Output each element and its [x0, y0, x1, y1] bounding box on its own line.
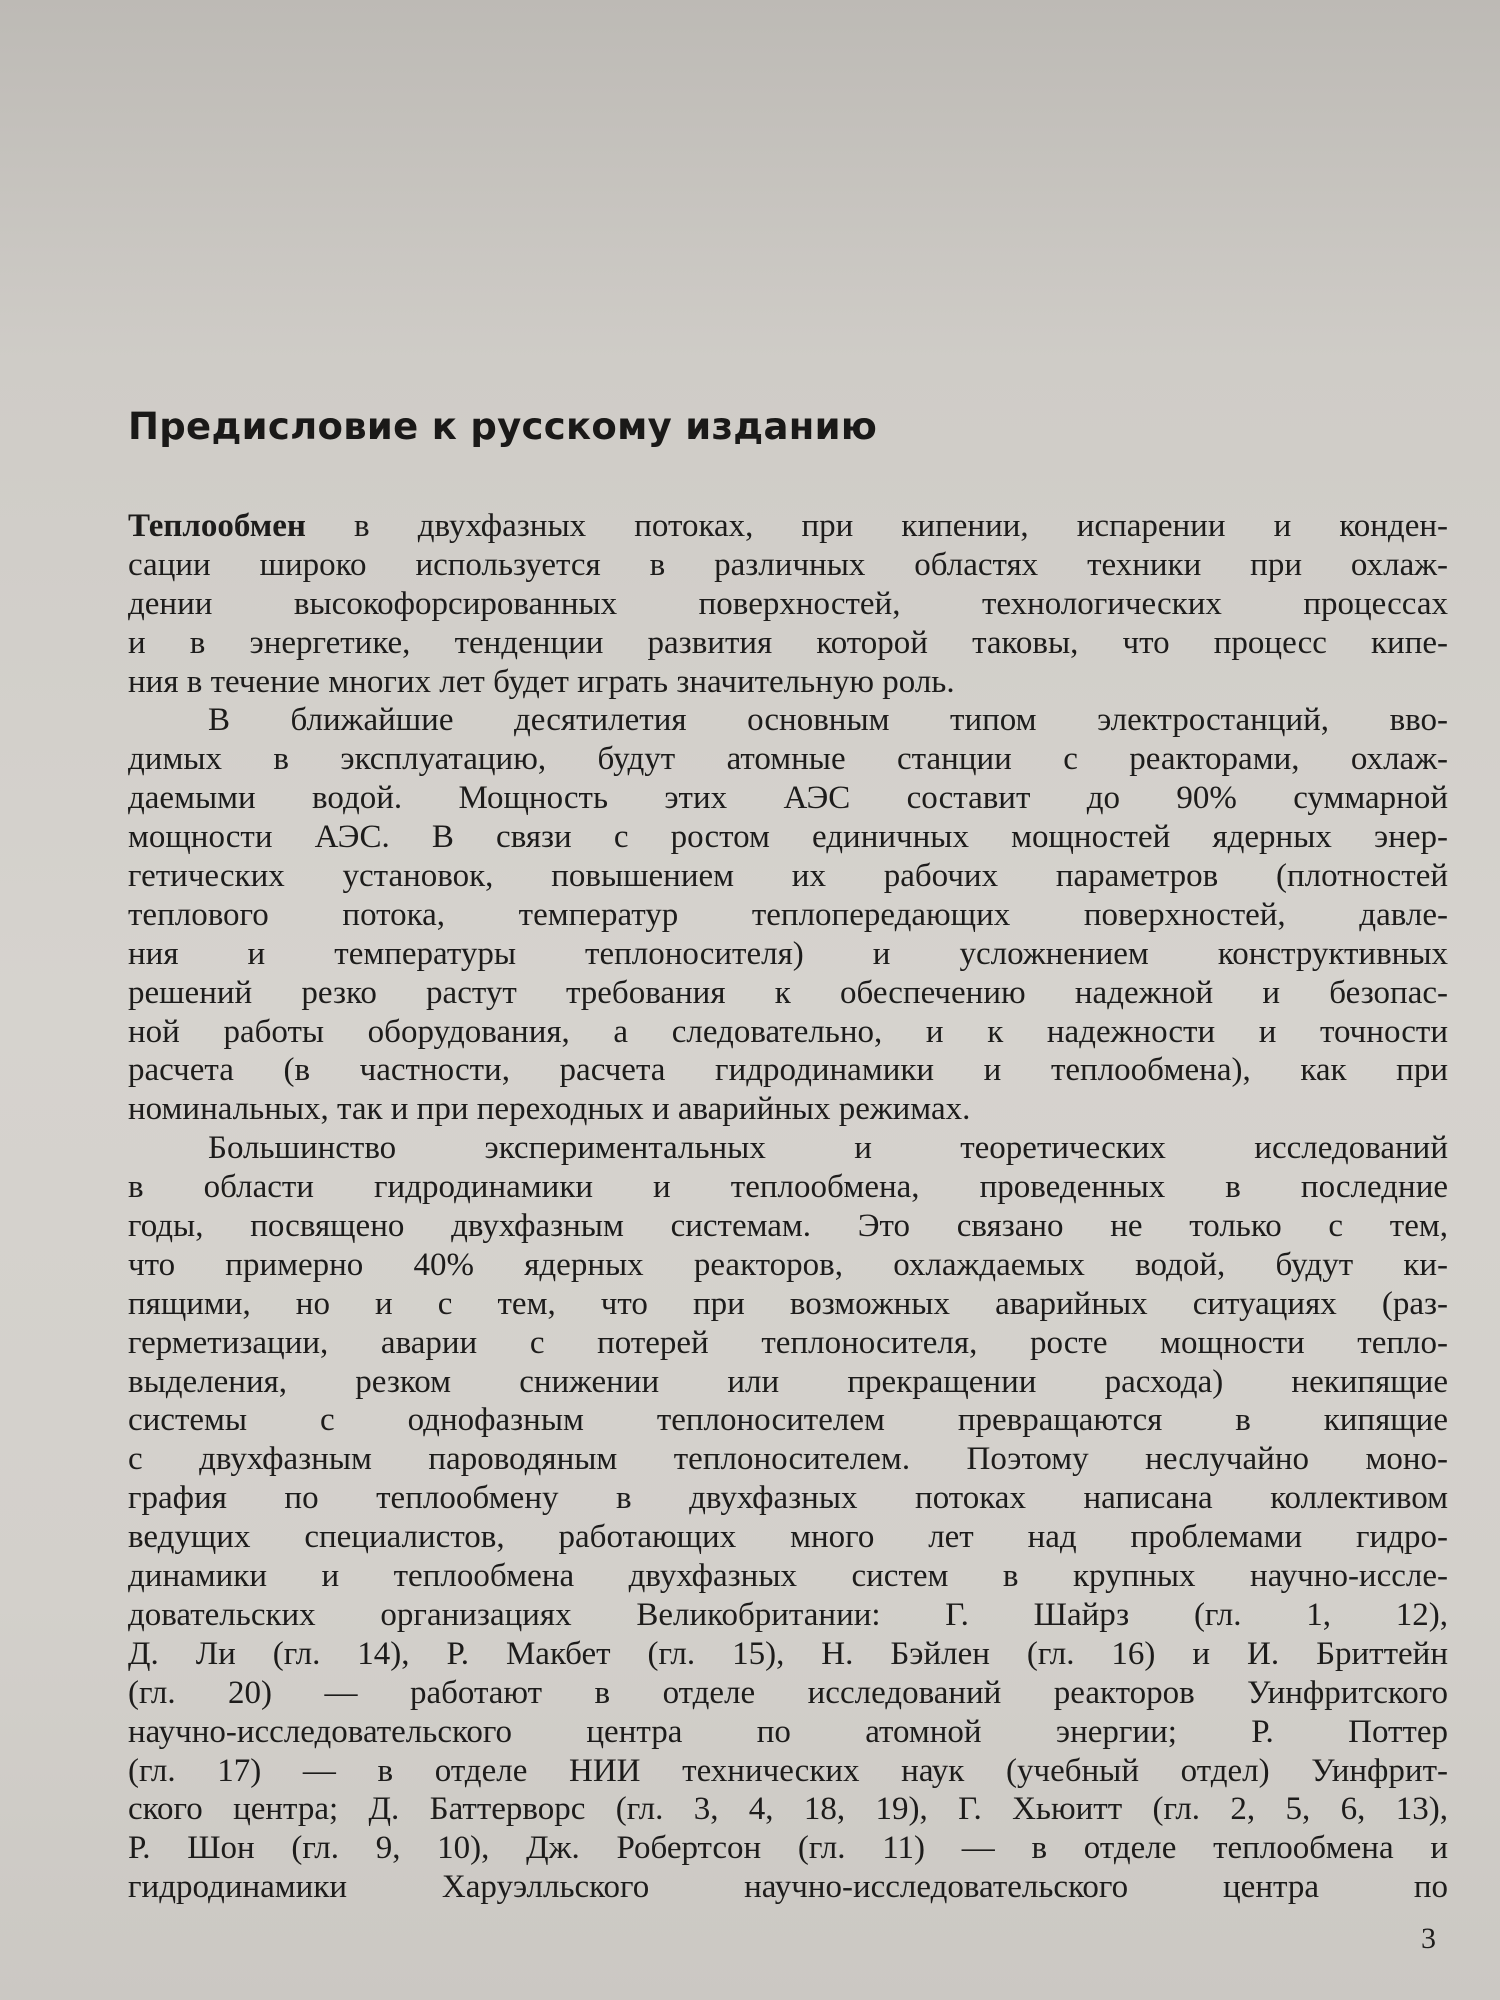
text-line — [128, 935, 1448, 974]
line-text: выделения, резком снижении или прекращении расхода) некипящие — [128, 1363, 1448, 1400]
line-text: мощности АЭС. В связи с ростом единичных мощностей ядерных энер- — [128, 819, 1448, 856]
text-line — [128, 585, 1448, 624]
text-line — [128, 1090, 1448, 1129]
line-text: ния в течение многих лет будет играть значительную роль. — [128, 663, 955, 700]
line-text: Большинство экспериментальных и теоретических исследований — [208, 1130, 1448, 1167]
text-line — [128, 1129, 1448, 1168]
text-line — [128, 1790, 1448, 1829]
line-text: годы, посвящено двухфазным системам. Это связано не только с тем, — [128, 1208, 1448, 1245]
line-text: гетических установок, повышением их рабочих параметров (плотностей — [128, 858, 1448, 895]
text-line — [128, 624, 1448, 663]
line-text: что примерно 40% ядерных реакторов, охлаждаемых водой, будут ки- — [128, 1246, 1448, 1283]
line-text: научно-исследовательского центра по атомной энергии; Р. Поттер — [128, 1713, 1448, 1750]
line-text: Р. Шон (гл. 9, 10), Дж. Робертсон (гл. 11) — в отделе теплообмена и — [128, 1830, 1448, 1867]
line-text: В ближайшие десятилетия основным типом электростанций, вво- — [208, 702, 1448, 739]
text-line — [128, 1401, 1448, 1440]
text-line — [128, 1168, 1448, 1207]
line-text: с двухфазным пароводяным теплоносителем. Поэтому неслучайно моно- — [128, 1441, 1448, 1478]
line-text: (гл. 20) — работают в отделе исследований реакторов Уинфритского — [128, 1674, 1448, 1711]
line-text: сации широко используется в различных областях техники при охлаж- — [128, 546, 1448, 583]
text-line — [128, 507, 1448, 546]
text-line — [128, 1479, 1448, 1518]
text-line — [128, 663, 1448, 702]
text-line — [128, 1246, 1448, 1285]
line-text: ского центра; Д. Баттерворс (гл. 3, 4, 18, 19), Г. Хьюитт (гл. 2, 5, 6, 13), — [128, 1791, 1448, 1828]
page-number: 3 — [1421, 1922, 1436, 1955]
text-line — [128, 1363, 1448, 1402]
text-line — [128, 701, 1448, 740]
text-line — [128, 779, 1448, 818]
line-text: и в энергетике, тенденции развития которой таковы, что процесс кипе- — [128, 624, 1448, 661]
text-line — [128, 1285, 1448, 1324]
line-text: гидродинамики Харуэлльского научно-исследовательского центра по — [128, 1869, 1448, 1906]
line-text: Д. Ли (гл. 14), Р. Макбет (гл. 15), Н. Бэйлен (гл. 16) и И. Бриттейн — [128, 1635, 1448, 1672]
text-line — [128, 1557, 1448, 1596]
line-text: динамики и теплообмена двухфазных систем в крупных научно-иссле- — [128, 1558, 1448, 1595]
line-text: ния и температуры теплоносителя) и усложнением конструктивных — [128, 935, 1448, 972]
text-line — [128, 1829, 1448, 1868]
line-text: графия по теплообмену в двухфазных потоках написана коллективом — [128, 1480, 1448, 1517]
text-line — [128, 1518, 1448, 1557]
text-line — [128, 546, 1448, 585]
text-line — [128, 1674, 1448, 1713]
text-line — [128, 1868, 1448, 1907]
text-line — [128, 896, 1448, 935]
section-heading: Предисловие к русскому изданию — [128, 405, 878, 448]
line-text: ной работы оборудования, а следовательно, и к надежности и точности — [128, 1013, 1448, 1050]
line-text: расчета (в частности, расчета гидродинамики и теплообмена), как при — [128, 1052, 1448, 1089]
line-text: довательских организациях Великобритании: Г. Шайрз (гл. 1, 12), — [128, 1596, 1448, 1633]
line-text: герметизации, аварии с потерей теплоносителя, росте мощности тепло- — [128, 1324, 1448, 1361]
text-line — [128, 1713, 1448, 1752]
line-text: в двухфазных потоках, при кипении, испарении и конден- — [305, 508, 1448, 544]
text-line — [128, 1596, 1448, 1635]
text-line — [128, 1635, 1448, 1674]
line-text: (гл. 17) — в отделе НИИ технических наук (учебный отдел) Уинфрит- — [128, 1752, 1448, 1789]
line-text: ведущих специалистов, работающих много лет над проблемами гидро- — [128, 1519, 1448, 1556]
text-line — [128, 818, 1448, 857]
line-text: номинальных, так и при переходных и аварийных режимах. — [128, 1091, 971, 1128]
line-text: пящими, но и с тем, что при возможных аварийных ситуациях (раз- — [128, 1285, 1448, 1322]
line-text: в области гидродинамики и теплообмена, проведенных в последние — [128, 1169, 1448, 1206]
line-text: решений резко растут требования к обеспечению надежной и безопас- — [128, 974, 1448, 1011]
line-text: теплового потока, температур теплопередающих поверхностей, давле- — [128, 896, 1448, 933]
lead-word: Теплообмен — [128, 508, 306, 544]
text-line — [128, 1013, 1448, 1052]
line-text: дении высокофорсированных поверхностей, технологических процессах — [128, 585, 1448, 622]
line-text: системы с однофазным теплоносителем превращаются в кипящие — [128, 1402, 1448, 1439]
text-line — [128, 1051, 1448, 1090]
text-line — [128, 974, 1448, 1013]
body-text — [128, 507, 1448, 1907]
text-line — [128, 740, 1448, 779]
text-line — [128, 1207, 1448, 1246]
text-line — [128, 1324, 1448, 1363]
line-text: димых в эксплуатацию, будут атомные станции с реакторами, охлаж- — [128, 741, 1448, 778]
text-line — [128, 1752, 1448, 1791]
text-line — [128, 1440, 1448, 1479]
text-line — [128, 857, 1448, 896]
line-text: даемыми водой. Мощность этих АЭС составит до 90% суммарной — [128, 780, 1448, 817]
